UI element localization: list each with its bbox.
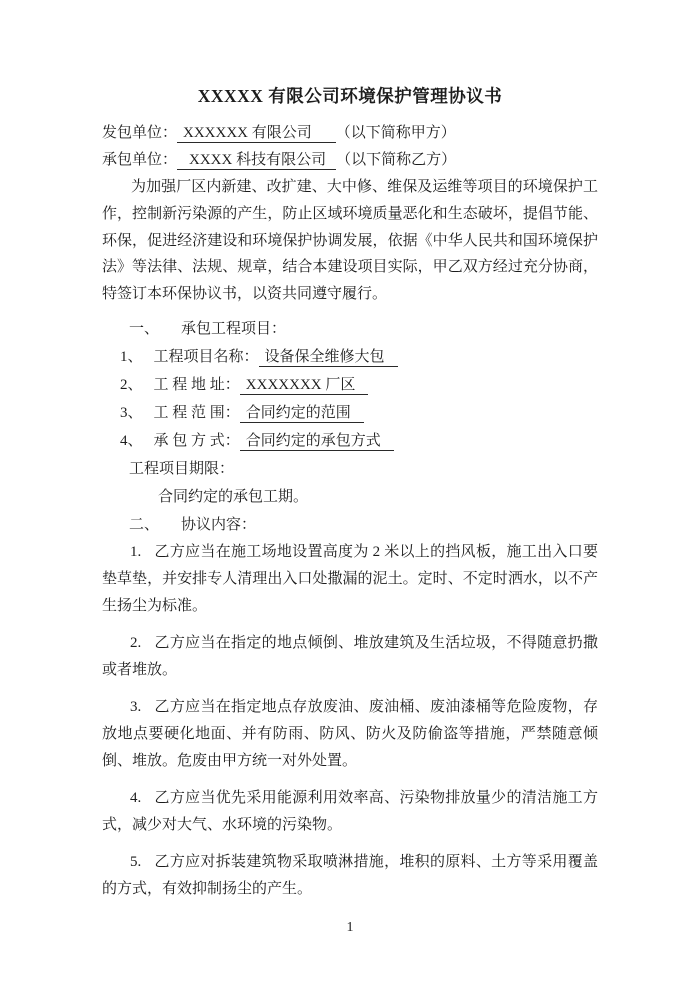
item-value-underlined: XXXXXXX 厂区: [240, 377, 369, 395]
clause-text: 乙方应当在施工场地设置高度为 2 米以上的挡风板，施工出入口要垫草垫，并安排专人清理出入口处撒漏的泥土。定时、不定时洒水，以不产生扬尘为标准。: [102, 543, 598, 614]
section1-heading-text: 承包工程项目：: [181, 320, 287, 337]
party-value-underlined: XXXX 科技有限公司: [177, 152, 336, 170]
clause-5: [102, 849, 598, 903]
clause-text: 乙方应当优先采用能源利用效率高、污染物排放量少的清洁施工方式，减少对大气、水环境的污染物。: [102, 789, 598, 833]
item-row-project-name: [102, 343, 598, 371]
clause-text: 乙方应当在指定地点存放废油、废油桶、废油漆桶等危险废物，存放地点要硬化地面、并有防雨、防风、防火及防偷盗等措施，严禁随意倾倒、堆放。危废由甲方统一对外处置。: [102, 698, 598, 769]
intro-paragraph: 为加强厂区内新建、改扩建、大中修、维保及运维等项目的环境保护工作，控制新污染源的产生，防止区域环境质量恶化和生态破坏，提倡节能、环保，促进经济建设和环境保护协调发展，依据《中华人民共和国环境保护法》等法律、法规、规章，结合本建设项目实际，甲乙双方经过充分协商，特签订本环保协议书，以资共同遵守履行。: [102, 179, 598, 303]
item-label: 承 包 方 式：: [153, 432, 240, 449]
item-row-project-scope: [102, 399, 598, 427]
clause-number: 2.: [130, 634, 142, 651]
item-row-project-address: [102, 371, 598, 399]
section2-number: 二、: [129, 516, 160, 533]
section1-number: 一、: [129, 320, 160, 337]
clause-number: 4.: [130, 789, 142, 806]
clause-text: 乙方应当在指定的地点倾倒、堆放建筑及生活垃圾，不得随意扔撒或者堆放。: [102, 634, 598, 678]
clause-2: [102, 630, 598, 684]
item-number: 1、: [120, 348, 143, 365]
party-value-underlined: XXXXXX 有限公司: [177, 125, 336, 143]
item-value-underlined: 合同约定的范围: [240, 405, 364, 423]
page-number: 1: [346, 920, 354, 935]
clause-1: [102, 539, 598, 620]
party-row-employer: [102, 120, 598, 147]
section2-heading: [102, 511, 598, 539]
item-label: 工程项目名称：: [153, 348, 259, 365]
clause-number: 1.: [130, 543, 142, 560]
party-suffix: （以下简称甲方）: [335, 125, 456, 141]
party-label: 发包单位：: [102, 125, 178, 141]
project-duration-label: 工程项目期限：: [129, 460, 235, 477]
item-value-underlined: 设备保全维修大包: [259, 349, 398, 367]
clause-number: 3.: [130, 698, 142, 715]
document-title: XXXXX 有限公司环境保护管理协议书: [197, 86, 503, 106]
section2-heading-text: 协议内容：: [181, 516, 257, 533]
item-number: 3、: [120, 404, 143, 421]
item-number: 2、: [120, 376, 143, 393]
clause-list: [102, 539, 598, 903]
party-label: 承包单位：: [102, 152, 178, 168]
project-duration-value: 合同约定的承包工期。: [158, 488, 309, 505]
clause-4: [102, 785, 598, 839]
clause-number: 5.: [130, 853, 142, 870]
clause-text: 乙方应对拆装建筑物采取喷淋措施，堆积的原料、土方等采用覆盖的方式，有效抑制扬尘的产生。: [102, 853, 598, 897]
item-value-underlined: 合同约定的承包方式: [240, 433, 394, 451]
section1-heading: [102, 315, 598, 343]
item-number: 4、: [120, 432, 143, 449]
item-label: 工 程 地 址：: [153, 376, 240, 393]
clause-3: [102, 694, 598, 775]
item-label: 工 程 范 围：: [153, 404, 240, 421]
item-row-contract-mode: [102, 427, 598, 455]
party-row-contractor: [102, 147, 598, 174]
party-suffix: （以下简称乙方）: [336, 152, 457, 168]
